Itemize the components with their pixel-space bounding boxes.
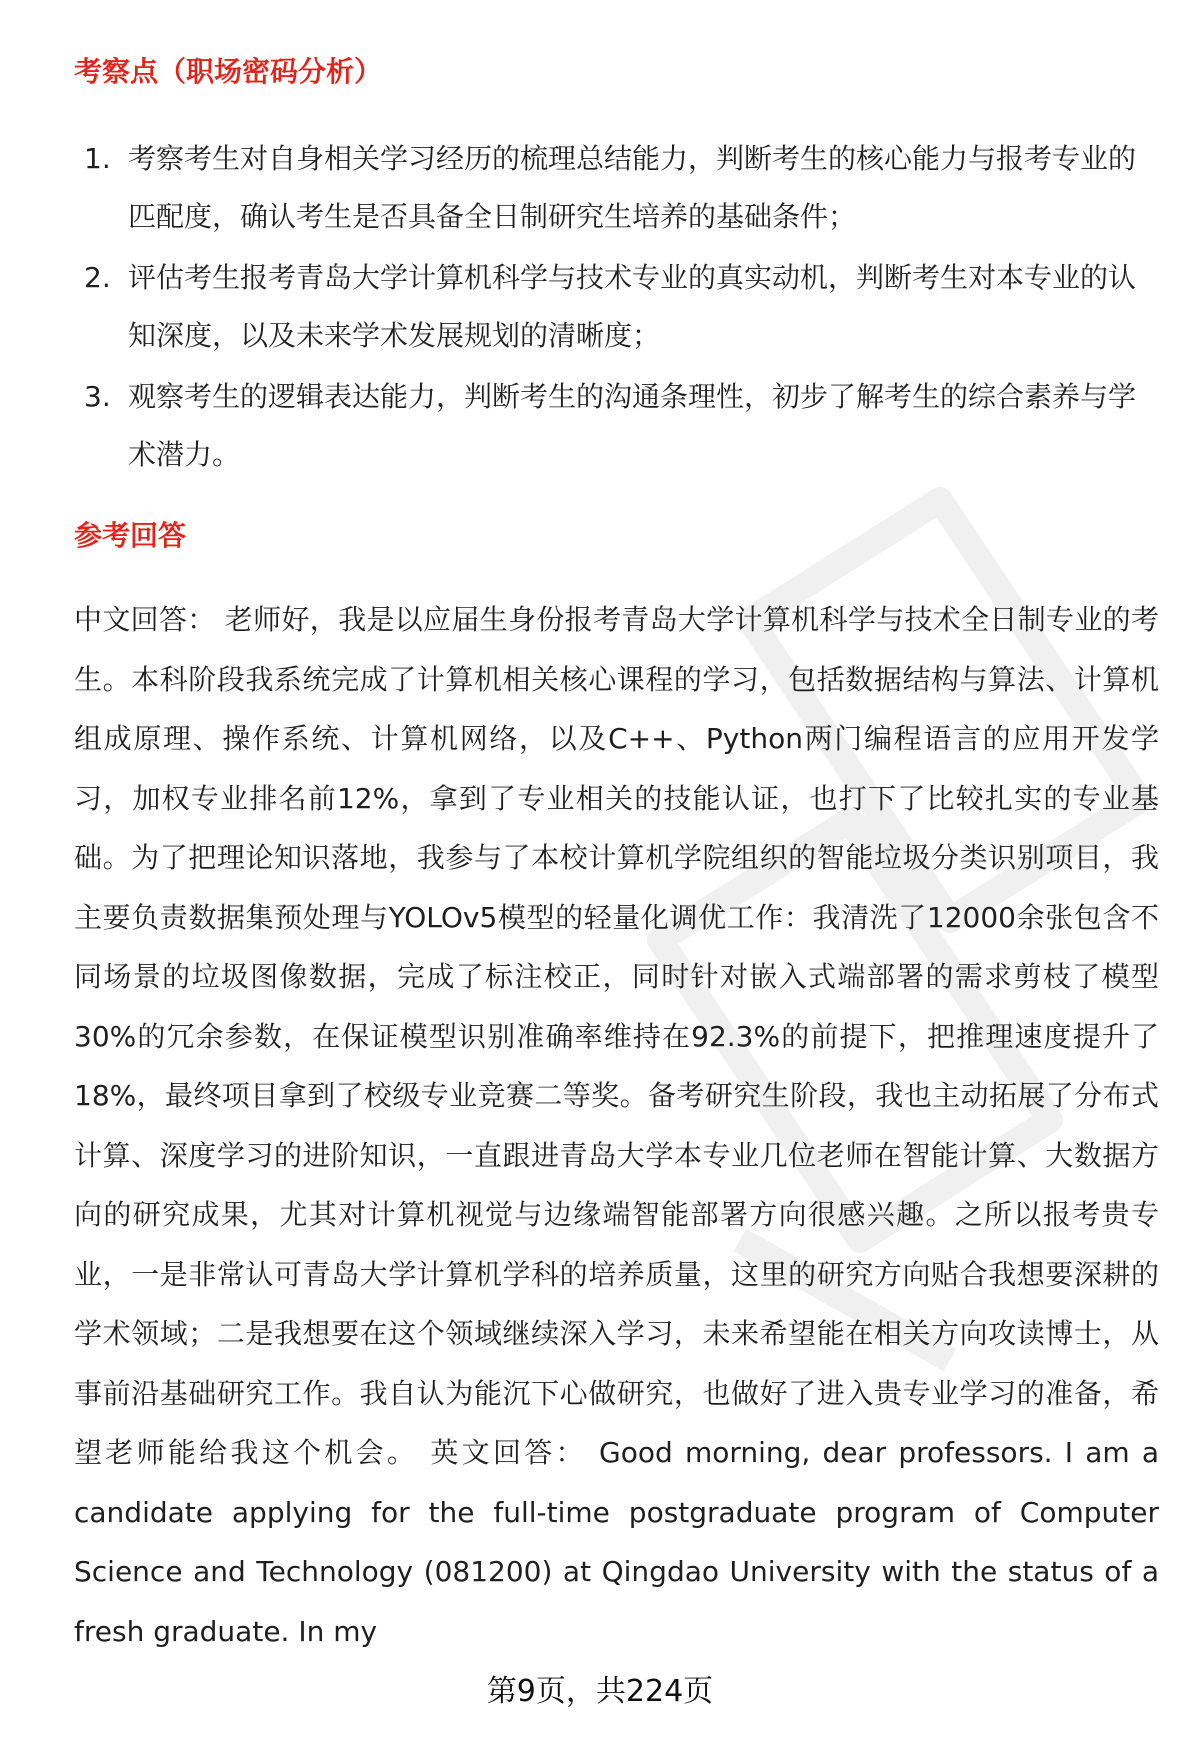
exam-points-heading: 考察点（职场密码分析） (74, 55, 383, 88)
list-item (74, 130, 1154, 246)
page-number: 第9页，共224页 (486, 1674, 714, 1709)
list-item-text: 观察考生的逻辑表达能力，判断考生的沟通条理性，初步了解考生的综合素养与学术潜力。 (128, 380, 1137, 471)
list-item-text: 考察考生对自身相关学习经历的梳理总结能力，判断考生的核心能力与报考专业的匹配度，确认考生是否具备全日制研究生培养的基础条件； (128, 142, 1137, 233)
answer-paragraph: 中文回答： 老师好，我是以应届生身份报考青岛大学计算机科学与技术全日制专业的考生。本科阶段我系统完成了计算机相关核心课程的学习，包括数据结构与算法、计算机组成原理、操作系统、计算机网络，以及C++、Python两门编程语言的应用开发学习，加权专业排名前12%，拿到了专业相关的技能认证，也打下了比较扎实的专业基础。为了把理论知识落地，我参与了本校计算机学院组织的智能垃圾分类识别项目，我主要负责数据集预处理与YOLOv5模型的轻量化调优工作：我清洗了12000余张包含不同场景的垃圾图像数据，完成了标注校正，同时针对嵌入式端部署的需求剪枝了模型30%的冗余参数，在保证模型识别准确率维持在92.3%的前提下，把推理速度提升了18%，最终项目拿到了校级专业竞赛二等奖。备考研究生阶段，我也主动拓展了分布式计算、深度学习的进阶知识，一直跟进青岛大学本专业几位老师在智能计算、大数据方向的研究成果，尤其对计算机视觉与边缘端智能部署方向很感兴趣。之所以报考贵专业，一是非常认可青岛大学计算机学科的培养质量，这里的研究方向贴合我想要深耕的学术领域；二是我想要在这个领域继续深入学习，未来希望能在相关方向攻读博士，从事前沿基础研究工作。我自认为能沉下心做研究，也做好了进入贵专业学习的准备，希望老师能给我这个机会。 英文回答： Good morning, dear professors. I am a candidate applying for the full-time postgraduate program of Computer Science and Technology (081200) at Qingdao University with the status of a fresh graduate. In my (74, 603, 1159, 1648)
exam-points-list (74, 130, 1154, 487)
reference-answer-heading: 参考回答 (74, 519, 187, 552)
list-item-number: 3. (84, 380, 111, 413)
list-item-text: 评估考生报考青岛大学计算机科学与技术专业的真实动机，判断考生对本专业的认知深度，以及未来学术发展规划的清晰度； (128, 261, 1137, 352)
list-item-number: 1. (84, 142, 111, 175)
list-item (74, 368, 1154, 484)
list-item (74, 249, 1154, 365)
list-item-number: 2. (84, 261, 111, 294)
